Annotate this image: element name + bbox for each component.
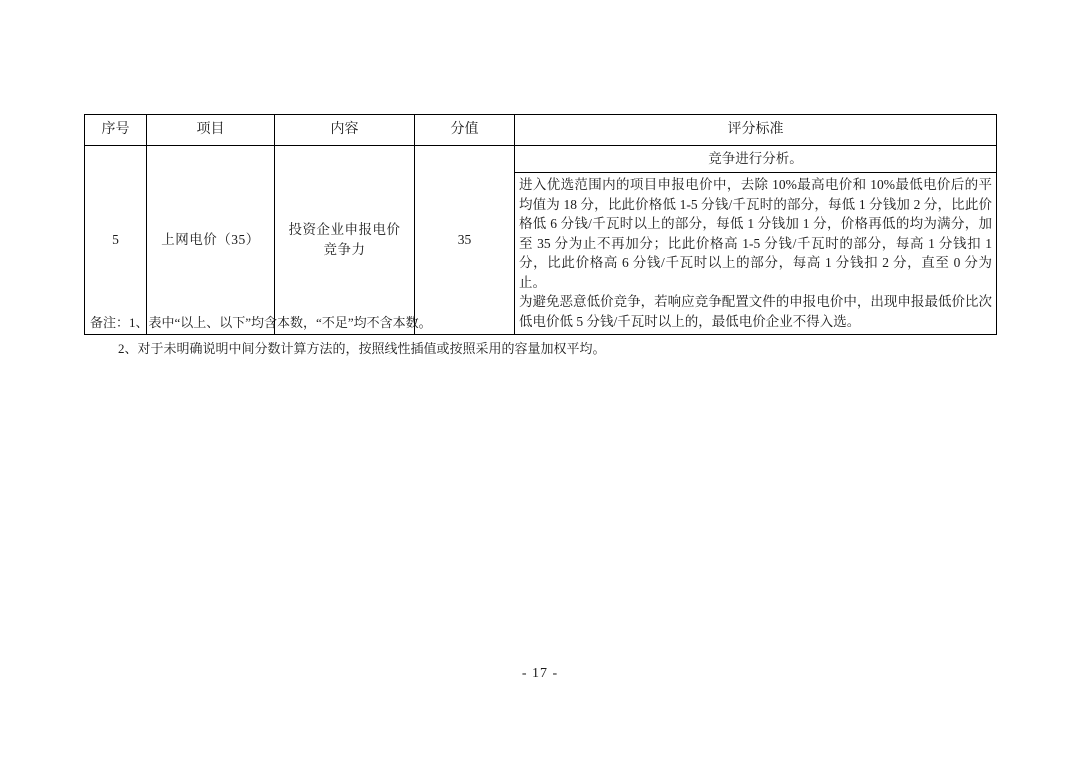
note-line-1 — [84, 312, 996, 335]
row-content — [275, 146, 415, 335]
table-row — [85, 146, 997, 173]
row-sequence-number: 5 — [85, 146, 147, 335]
notes-label: 备注： — [90, 315, 130, 330]
table-header-item: 项目 — [147, 115, 275, 146]
table-header-content: 内容 — [275, 115, 415, 146]
table-header-criteria: 评分标准 — [515, 115, 997, 146]
page-number: - 17 - — [521, 666, 559, 681]
row-item-label: 上网电价（35） — [161, 231, 260, 247]
row-content-line-2: 竞争力 — [323, 241, 366, 257]
table-header-row — [85, 115, 997, 146]
criteria-continuation-cell — [515, 146, 997, 173]
scoring-criteria-table — [84, 114, 997, 335]
table-notes — [84, 312, 996, 361]
criteria-paragraph-1: 进入优选范围内的项目申报电价中，去除 10%最高电价和 10%最低电价后的平均值为 18 分，比此价格低 1-5 分钱/千瓦时的部分，每低 1 分钱加 2 分，比此价格低 6 分钱/千瓦时以上的部分，每低 1 分钱加 1 分，价格再低的均为满分，加至 35 分为止不再加分；比此价格高 1-5 分钱/千瓦时的部分，每高 1 分钱扣 1 分，比此价格高 6 分钱/千瓦时以上的部分，每高 1 分钱扣 2 分，直至 0 分为止。 — [519, 177, 992, 290]
note-1-text: 1、表中“以上、以下”均含本数，“不足”均不含本数。 — [129, 315, 432, 330]
row-content-line-1: 投资企业申报电价 — [288, 222, 401, 238]
criteria-continuation-text: 竞争进行分析。 — [708, 151, 803, 167]
criteria-paragraph-2: 为避免恶意低价竞争，若响应竞争配置文件的申报电价中，出现申报最低价比次低电价低 5 分钱/千瓦时以上的，最低电价企业不得入选。 — [519, 294, 992, 329]
table-header-no: 序号 — [85, 115, 147, 146]
row-item-name — [147, 146, 275, 335]
table-header-score: 分值 — [415, 115, 515, 146]
criteria-body-cell — [515, 173, 997, 335]
row-score: 35 — [415, 146, 515, 335]
note-line-2: 2、对于未明确说明中间分数计算方法的，按照线性插值或按照采用的容量加权平均。 — [118, 340, 606, 356]
